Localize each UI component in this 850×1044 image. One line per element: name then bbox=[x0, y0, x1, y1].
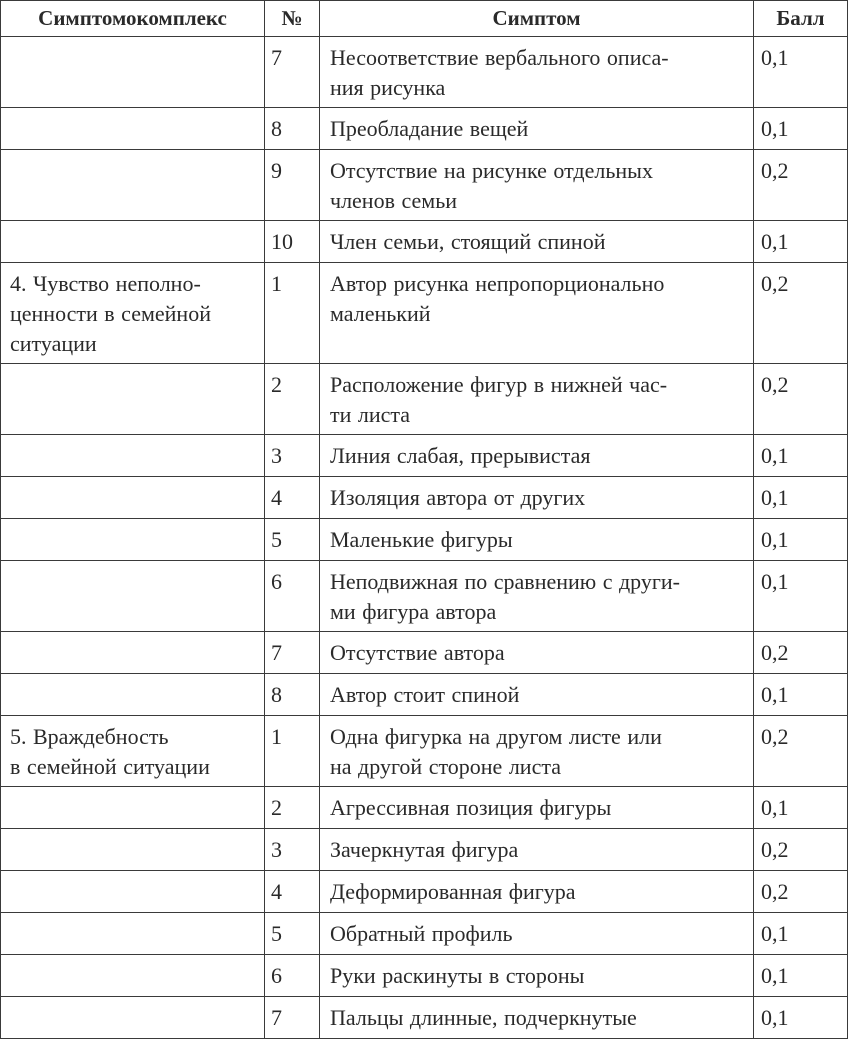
symptom-line: маленький bbox=[330, 301, 431, 326]
number-cell bbox=[265, 477, 320, 519]
symptom-line: Несоответствие вербального описа- bbox=[330, 45, 669, 70]
score-cell bbox=[754, 519, 848, 561]
group-cell bbox=[1, 108, 265, 150]
number-cell bbox=[265, 913, 320, 955]
symptom-line: Отсутствие на рисунке отдельных bbox=[330, 158, 653, 183]
number-text: 6 bbox=[271, 963, 282, 988]
score-text: 0,2 bbox=[761, 837, 789, 862]
number-cell bbox=[265, 829, 320, 871]
symptom-line: ти листа bbox=[330, 402, 411, 427]
table-row bbox=[1, 364, 848, 435]
table-row bbox=[1, 716, 848, 787]
number-text: 6 bbox=[271, 569, 282, 594]
number-text: 7 bbox=[271, 640, 282, 665]
group-cell bbox=[1, 716, 265, 787]
symptom-line: на другой стороне листа bbox=[330, 754, 561, 779]
score-cell bbox=[754, 871, 848, 913]
symptom-line: Линия слабая, прерывистая bbox=[330, 443, 591, 468]
score-text: 0,1 bbox=[761, 485, 789, 510]
score-text: 0,1 bbox=[761, 45, 789, 70]
score-cell bbox=[754, 221, 848, 263]
table-row bbox=[1, 37, 848, 108]
symptom-line: Пальцы длинные, подчеркнутые bbox=[330, 1005, 637, 1030]
group-line: ситуации bbox=[10, 331, 97, 356]
table-row bbox=[1, 997, 848, 1039]
score-text: 0,1 bbox=[761, 1005, 789, 1030]
number-text: 2 bbox=[271, 795, 282, 820]
number-text: 3 bbox=[271, 443, 282, 468]
table-row bbox=[1, 435, 848, 477]
table-row bbox=[1, 561, 848, 632]
number-cell bbox=[265, 519, 320, 561]
score-text: 0,2 bbox=[761, 271, 789, 296]
group-cell bbox=[1, 913, 265, 955]
symptom-cell bbox=[320, 632, 754, 674]
number-text: 8 bbox=[271, 682, 282, 707]
number-text: 7 bbox=[271, 1005, 282, 1030]
table-row bbox=[1, 913, 848, 955]
group-line: ценности в семейной bbox=[10, 301, 211, 326]
group-cell bbox=[1, 674, 265, 716]
score-cell bbox=[754, 561, 848, 632]
number-text: 1 bbox=[271, 271, 282, 296]
number-text: 8 bbox=[271, 116, 282, 141]
symptom-line: Изоляция автора от других bbox=[330, 485, 586, 510]
group-cell bbox=[1, 519, 265, 561]
score-text: 0,1 bbox=[761, 229, 789, 254]
score-cell bbox=[754, 829, 848, 871]
group-cell bbox=[1, 871, 265, 913]
symptom-line: Зачеркнутая фигура bbox=[330, 837, 519, 862]
score-cell bbox=[754, 674, 848, 716]
group-cell bbox=[1, 263, 265, 364]
score-text: 0,1 bbox=[761, 682, 789, 707]
number-cell bbox=[265, 561, 320, 632]
number-cell bbox=[265, 997, 320, 1039]
score-text: 0,1 bbox=[761, 527, 789, 552]
number-cell bbox=[265, 632, 320, 674]
group-line: в семейной ситуации bbox=[10, 754, 210, 779]
number-cell bbox=[265, 674, 320, 716]
symptom-cell bbox=[320, 435, 754, 477]
symptom-cell bbox=[320, 871, 754, 913]
symptom-cell bbox=[320, 787, 754, 829]
score-text: 0,2 bbox=[761, 158, 789, 183]
table-row bbox=[1, 263, 848, 364]
symptom-cell bbox=[320, 829, 754, 871]
symptom-line: Неподвижная по сравнению с други- bbox=[330, 569, 681, 594]
score-cell bbox=[754, 913, 848, 955]
symptom-cell bbox=[320, 150, 754, 221]
score-text: 0,1 bbox=[761, 795, 789, 820]
number-text: 1 bbox=[271, 724, 282, 749]
group-cell bbox=[1, 561, 265, 632]
score-cell bbox=[754, 716, 848, 787]
score-text: 0,1 bbox=[761, 116, 789, 141]
score-text: 0,1 bbox=[761, 569, 789, 594]
symptom-cell bbox=[320, 955, 754, 997]
symptom-cell bbox=[320, 674, 754, 716]
group-line: 5. Враждебность bbox=[10, 724, 169, 749]
score-cell bbox=[754, 435, 848, 477]
symptom-line: Агрессивная позиция фигуры bbox=[330, 795, 612, 820]
symptom-line: Маленькие фигуры bbox=[330, 527, 513, 552]
header-score: Балл bbox=[754, 1, 848, 37]
table-row bbox=[1, 674, 848, 716]
score-cell bbox=[754, 37, 848, 108]
score-cell bbox=[754, 263, 848, 364]
number-text: 7 bbox=[271, 45, 282, 70]
table-row bbox=[1, 221, 848, 263]
number-cell bbox=[265, 263, 320, 364]
symptom-cell bbox=[320, 364, 754, 435]
table-header-row bbox=[1, 1, 848, 37]
symptom-cell bbox=[320, 221, 754, 263]
group-cell bbox=[1, 632, 265, 674]
number-cell bbox=[265, 955, 320, 997]
score-text: 0,2 bbox=[761, 640, 789, 665]
number-text: 4 bbox=[271, 879, 282, 904]
symptom-line: Деформированная фигура bbox=[330, 879, 576, 904]
number-text: 9 bbox=[271, 158, 282, 183]
symptom-cell bbox=[320, 263, 754, 364]
table-row bbox=[1, 871, 848, 913]
table-row bbox=[1, 787, 848, 829]
symptom-line: Одна фигурка на другом листе или bbox=[330, 724, 662, 749]
symptom-line: ния рисунка bbox=[330, 75, 446, 100]
score-cell bbox=[754, 997, 848, 1039]
number-text: 2 bbox=[271, 372, 282, 397]
number-text: 10 bbox=[271, 229, 293, 254]
table-row bbox=[1, 519, 848, 561]
group-cell bbox=[1, 477, 265, 519]
number-cell bbox=[265, 221, 320, 263]
symptom-line: Обратный профиль bbox=[330, 921, 513, 946]
symptom-line: Расположение фигур в нижней час- bbox=[330, 372, 668, 397]
table-row bbox=[1, 108, 848, 150]
number-text: 3 bbox=[271, 837, 282, 862]
group-cell bbox=[1, 150, 265, 221]
table-row bbox=[1, 955, 848, 997]
number-text: 4 bbox=[271, 485, 282, 510]
score-cell bbox=[754, 364, 848, 435]
number-cell bbox=[265, 871, 320, 913]
group-cell bbox=[1, 829, 265, 871]
score-text: 0,1 bbox=[761, 921, 789, 946]
group-cell bbox=[1, 37, 265, 108]
number-cell bbox=[265, 716, 320, 787]
score-cell bbox=[754, 632, 848, 674]
number-cell bbox=[265, 37, 320, 108]
score-cell bbox=[754, 108, 848, 150]
number-cell bbox=[265, 787, 320, 829]
score-cell bbox=[754, 955, 848, 997]
group-cell bbox=[1, 221, 265, 263]
score-text: 0,2 bbox=[761, 724, 789, 749]
symptom-line: Руки раскинуты в стороны bbox=[330, 963, 585, 988]
group-line: 4. Чувство неполно- bbox=[10, 271, 201, 296]
symptom-cell bbox=[320, 519, 754, 561]
symptom-line: Член семьи, стоящий спиной bbox=[330, 229, 606, 254]
symptom-cell bbox=[320, 477, 754, 519]
score-text: 0,1 bbox=[761, 443, 789, 468]
score-text: 0,2 bbox=[761, 879, 789, 904]
symptom-cell bbox=[320, 561, 754, 632]
number-cell bbox=[265, 150, 320, 221]
symptom-cell bbox=[320, 716, 754, 787]
table-row bbox=[1, 829, 848, 871]
group-cell bbox=[1, 364, 265, 435]
group-cell bbox=[1, 787, 265, 829]
symptom-line: ми фигура автора bbox=[330, 599, 497, 624]
symptom-cell bbox=[320, 913, 754, 955]
score-text: 0,1 bbox=[761, 963, 789, 988]
header-number: № bbox=[265, 1, 320, 37]
score-cell bbox=[754, 477, 848, 519]
number-cell bbox=[265, 364, 320, 435]
symptom-line: Отсутствие автора bbox=[330, 640, 505, 665]
symptom-line: Автор стоит спиной bbox=[330, 682, 520, 707]
number-text: 5 bbox=[271, 921, 282, 946]
table-row bbox=[1, 477, 848, 519]
symptom-cell bbox=[320, 997, 754, 1039]
number-cell bbox=[265, 108, 320, 150]
score-text: 0,2 bbox=[761, 372, 789, 397]
table-row bbox=[1, 632, 848, 674]
header-symptom: Симптом bbox=[320, 1, 754, 37]
table-row bbox=[1, 150, 848, 221]
symptom-line: Автор рисунка непропорционально bbox=[330, 271, 665, 296]
number-text: 5 bbox=[271, 527, 282, 552]
header-group: Симптомокомплекс bbox=[1, 1, 265, 37]
score-cell bbox=[754, 787, 848, 829]
symptom-cell bbox=[320, 108, 754, 150]
group-cell bbox=[1, 997, 265, 1039]
symptom-line: членов семьи bbox=[330, 188, 457, 213]
group-cell bbox=[1, 435, 265, 477]
score-cell bbox=[754, 150, 848, 221]
group-cell bbox=[1, 955, 265, 997]
symptom-line: Преобладание вещей bbox=[330, 116, 529, 141]
symptom-cell bbox=[320, 37, 754, 108]
number-cell bbox=[265, 435, 320, 477]
